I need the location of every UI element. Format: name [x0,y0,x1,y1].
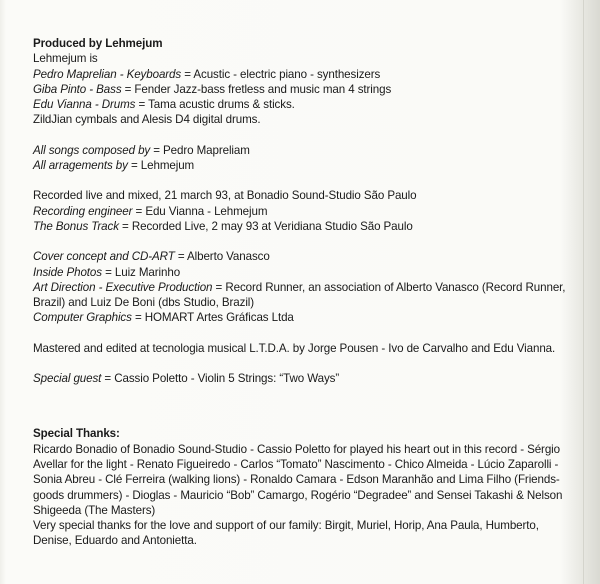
thanks-heading: Special Thanks: [33,427,120,441]
cover-line [33,249,573,264]
graphics-role: Computer Graphics [33,311,132,325]
produced-heading: Produced by Lehmejum [33,37,163,50]
bonus-track-line [33,219,573,234]
cover-detail: = Alberto Vanasco [174,250,270,264]
arrangements-detail: = Lehmejum [127,159,195,173]
songs-detail: = Pedro Mapreliam [150,143,250,157]
member-line [33,82,573,97]
songs-line [33,143,573,158]
photos-line [33,265,573,280]
photos-role: Inside Photos [33,265,102,279]
member-detail: = Tama acustic drums & sticks. [135,98,295,112]
thanks-body: Ricardo Bonadio of Bonadio Sound-Studio - Cassio Poletto for played his heart out in this record - Sérgio Avellar for the light - Renato Figueiredo - Carlos “Tomato” Nascimento - Chico Almeida - Lúcio Zaparolli - Sonia Abreu - Clé Ferreira (walking lions) - Ronaldo Camara - Edson Maranhão and Lima Filho (Friends-goods drummers) - Dioglas - Mauricio “Bob” Camargo, Rogério “Degradee” and Sensei Takashi & Nelson Shigeeda (The Masters) [33,442,563,517]
drums-extra: ZildJian cymbals and Alesis D4 digital drums. [33,113,261,127]
photos-detail: = Luiz Marinho [101,265,181,279]
member-detail: = Acustic - electric piano - synthesizers [181,67,381,81]
band-intro: Lehmejum is [33,52,98,66]
art-direction-detail: = Record Runner, an association of Alberto Vanasco (Record Runner, Brazil) and Luiz De Boni (dbs Studio, Brazil) [33,280,566,310]
member-role: Edu Vianna - Drums [33,98,136,112]
bonus-track-role: The Bonus Track [33,219,119,233]
guest-line [33,371,573,386]
songs-role: All songs composed by [33,143,151,157]
engineer-line [33,204,573,219]
guest-role: Special guest [33,372,102,386]
credits-text [33,36,573,549]
booklet-fold-edge [583,0,584,584]
arrangements-line [33,158,573,173]
engineer-role: Recording engineer [33,204,133,218]
guest-detail: = Cassio Poletto - Violin 5 Strings: “Two Ways” [101,372,340,386]
mastered-line: Mastered and edited at tecnologia musical L.T.D.A. by Jorge Pousen - Ivo de Carvalho and Edu Vianna. [33,341,556,355]
member-line [33,97,573,112]
art-direction-line [33,280,573,311]
member-role: Giba Pinto - Bass [33,82,122,96]
recorded-line: Recorded live and mixed, 21 march 93, at Bonadio Sound-Studio São Paulo [33,189,417,203]
art-direction-role: Art Direction - Executive Production [33,280,213,294]
member-line [33,67,573,82]
graphics-line [33,310,573,325]
family-thanks: Very special thanks for the love and support of our family: Birgit, Muriel, Horip, Ana Paula, Humberto, Denise, Eduardo and Antonietta. [33,519,539,548]
member-role: Pedro Maprelian - Keyboards [33,67,182,81]
bonus-track-detail: = Recorded Live, 2 may 93 at Veridiana Studio São Paulo [118,219,413,233]
arrangements-role: All arragements by [33,159,128,173]
graphics-detail: = HOMART Artes Gráficas Ltda [131,311,294,325]
member-detail: = Fender Jazz-bass fretless and music man 4 strings [121,82,392,96]
engineer-detail: = Edu Vianna - Lehmejum [132,204,268,218]
cover-role: Cover concept and CD-ART [33,250,175,264]
